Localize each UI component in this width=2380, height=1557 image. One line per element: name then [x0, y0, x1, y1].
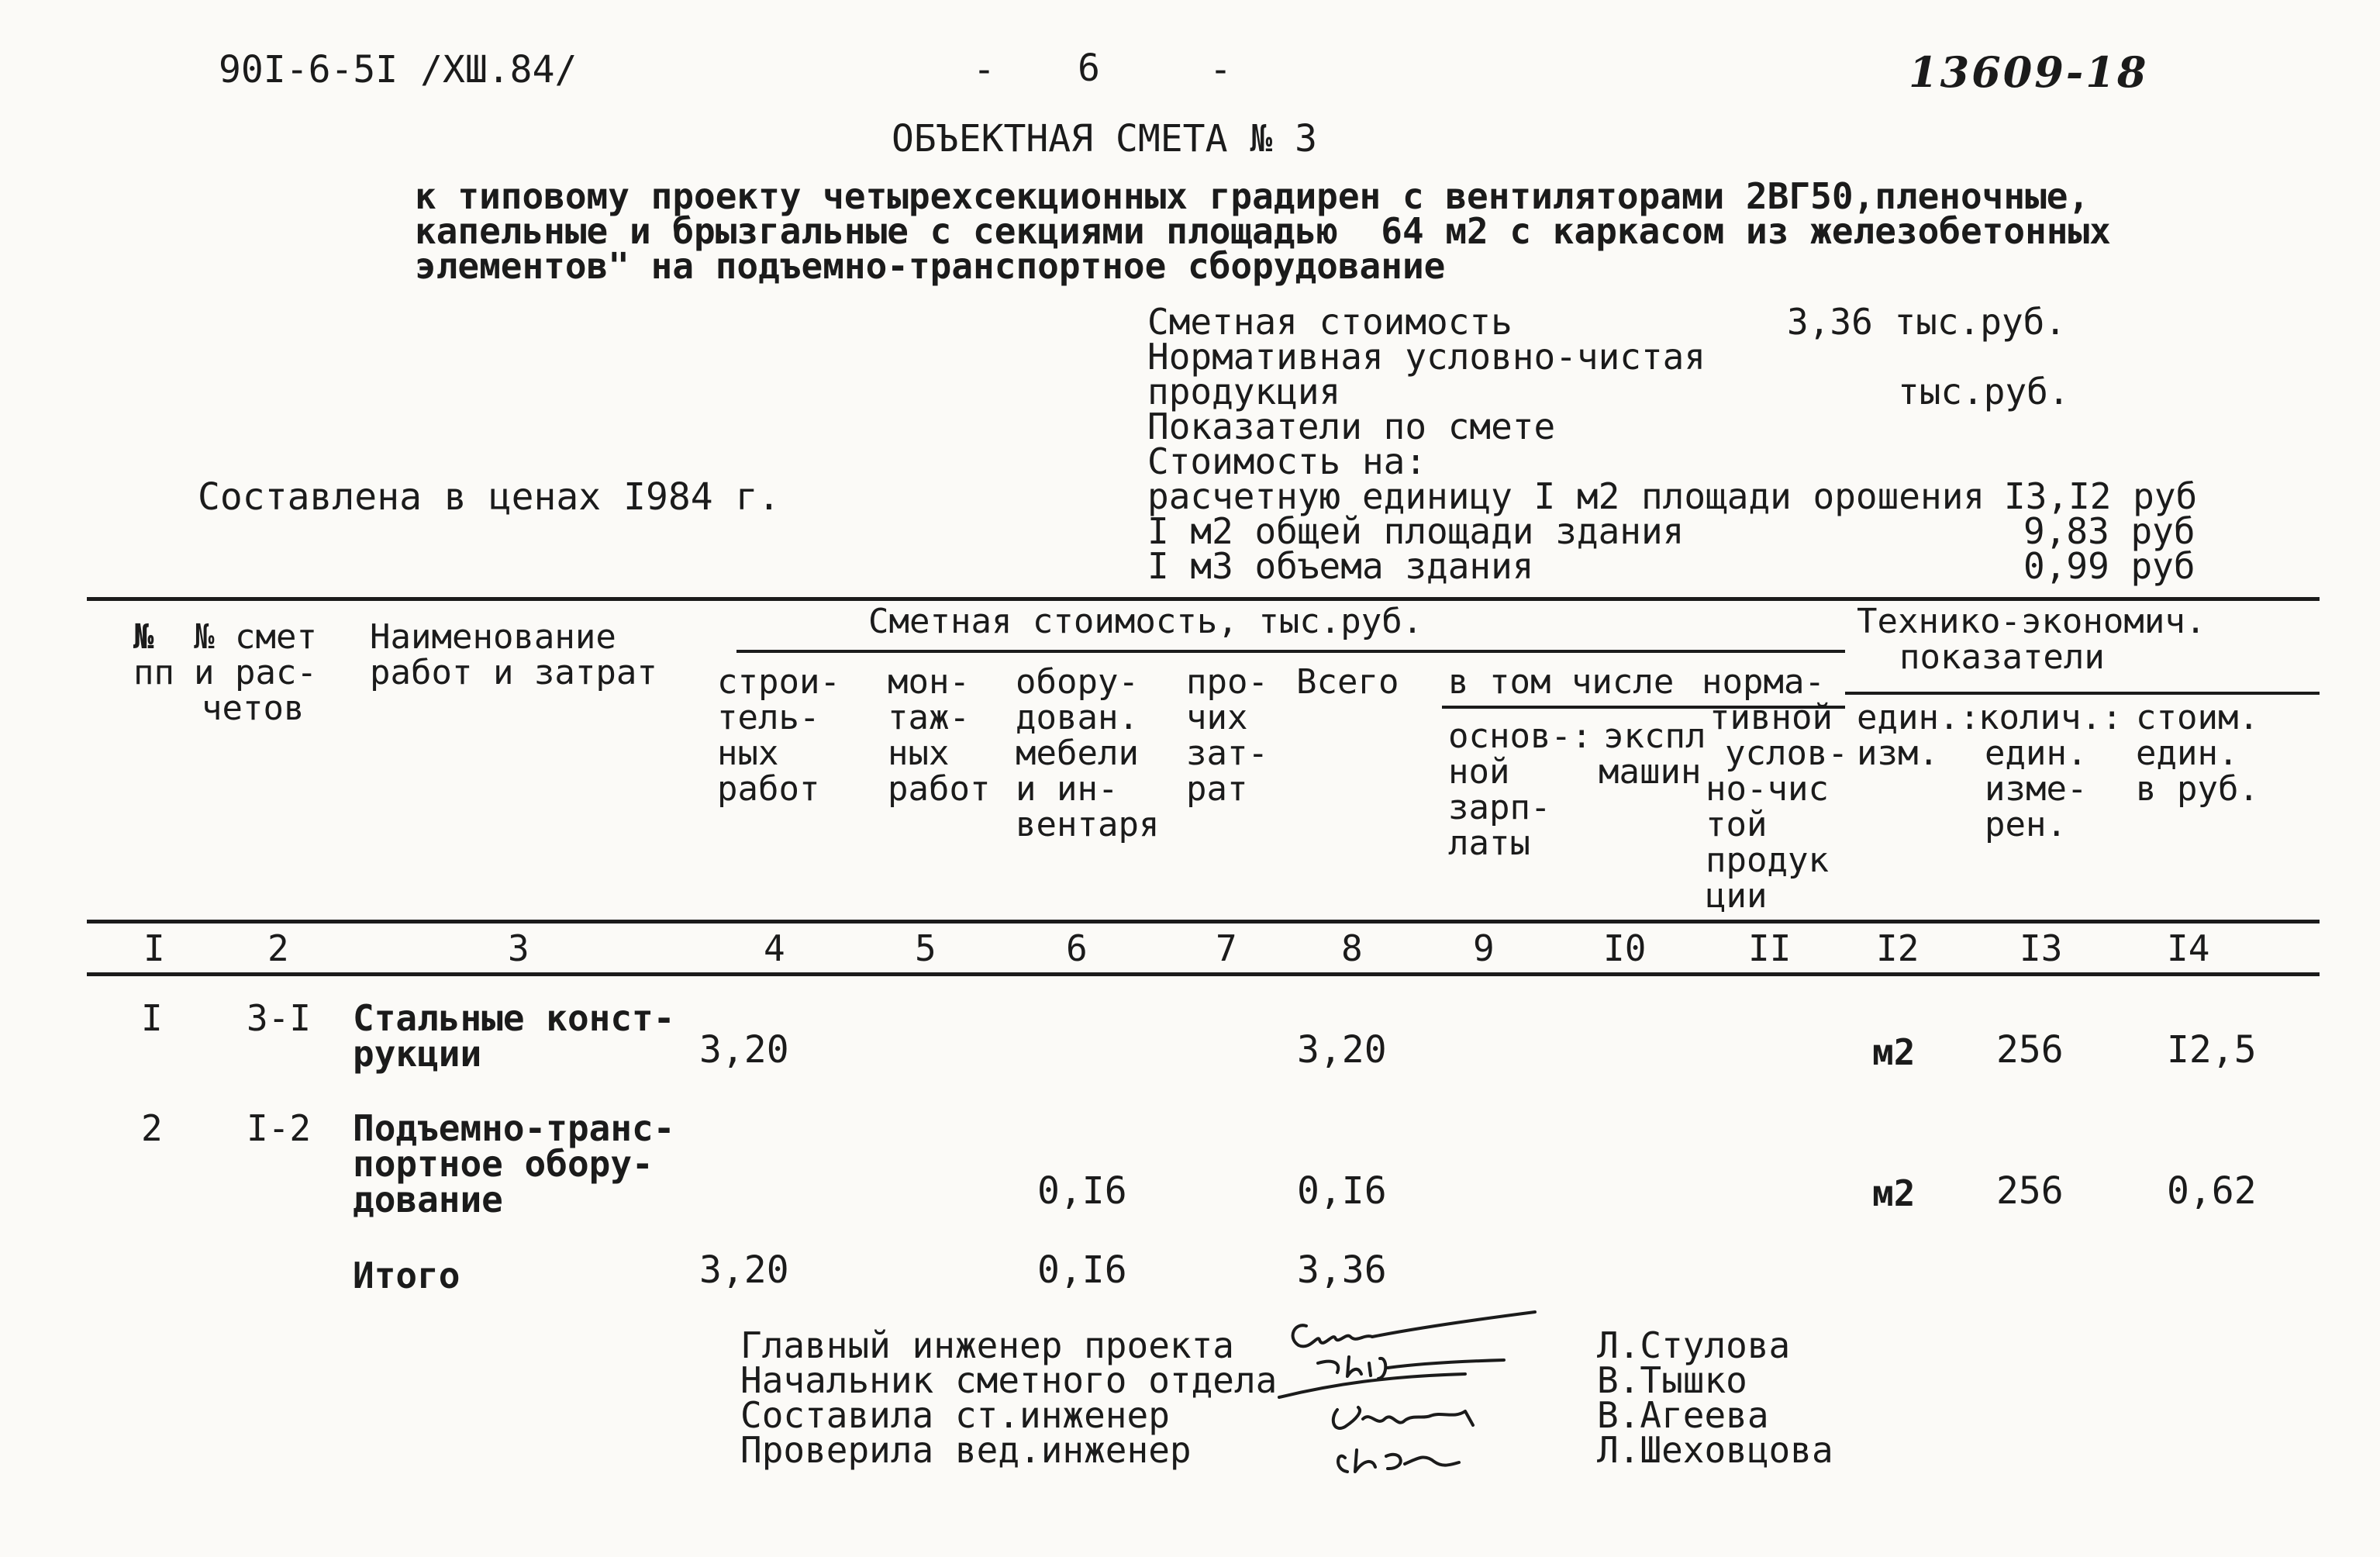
header-col6-1: обору-	[1016, 662, 1139, 702]
header-col11-5: той	[1706, 805, 1768, 844]
header-col9-3: зарп-	[1448, 788, 1551, 827]
header-col6-3: мебели	[1016, 734, 1139, 773]
signature-name-3: В.Агеева	[1597, 1394, 1769, 1436]
header-col5-2: таж-	[888, 698, 970, 737]
header-col6-2: дован.	[1016, 698, 1139, 737]
header-col13-2: един.	[1985, 734, 2088, 773]
unit-cost-label: расчетную единицу I м2 площади орошения	[1147, 475, 1985, 517]
header-col8: Всего	[1296, 662, 1399, 702]
header-col6-4: и ин-	[1016, 769, 1119, 809]
header-col5-1: мон-	[888, 662, 970, 702]
row1-name-2: рукции	[353, 1033, 482, 1075]
document-code: 90I-6-5I /ХШ.84/	[219, 48, 578, 91]
header-col9-2: ной	[1448, 752, 1510, 792]
signature-name-2: В.Тышко	[1597, 1359, 1747, 1401]
header-col2-c: четов	[202, 689, 305, 728]
handwritten-signatures	[1271, 1303, 1566, 1489]
header-including: в том числе	[1448, 662, 1675, 702]
header-col7-1: про-	[1186, 662, 1268, 702]
row2-equipment: 0,I6	[1037, 1169, 1127, 1213]
row2-name-1: Подъемно-транс-	[353, 1107, 675, 1149]
signature-role-2: Начальник сметного отдела	[740, 1359, 1278, 1401]
totals-construction: 3,20	[699, 1248, 789, 1292]
row2-estimate: I-2	[247, 1107, 312, 1149]
signature-name-4: Л.Шеховцова	[1597, 1429, 1833, 1471]
header-col11-3: услов-	[1725, 734, 1848, 773]
header-tech-group-a: Технико-экономич.	[1857, 602, 2206, 641]
row1-construction: 3,20	[699, 1028, 789, 1072]
header-col10-1: экспл	[1603, 716, 1706, 756]
col-number-9: 9	[1473, 927, 1495, 969]
row2-unit: м2	[1872, 1172, 1916, 1214]
volume-cost-value: 0,99 руб	[2023, 545, 2195, 587]
table-top-rule	[87, 597, 2320, 601]
row1-estimate: 3-I	[247, 997, 312, 1039]
page-title: ОБЪЕКТНАЯ СМЕТА № 3	[892, 117, 1318, 161]
signature-role-1: Главный инженер проекта	[740, 1324, 1234, 1366]
area-cost-value: 9,83 руб	[2023, 510, 2195, 552]
header-col4-4: работ	[717, 769, 820, 809]
header-col10-2: машин	[1599, 752, 1702, 792]
header-col3-b: работ и затрат	[370, 653, 657, 692]
header-col14-2: един.	[2136, 734, 2239, 773]
totals-total: 3,36	[1297, 1248, 1387, 1292]
header-col1-no: №	[133, 617, 154, 657]
row2-name-2: портное обору-	[353, 1143, 654, 1185]
header-col11-4: но-чис	[1706, 769, 1829, 809]
subtitle-line-3: элементов" на подъемно-транспортное сборудование	[415, 245, 1446, 287]
header-col5-4: работ	[888, 769, 991, 809]
signature-scribble-3	[1333, 1407, 1473, 1428]
row2-unit-cost: 0,62	[2167, 1169, 2257, 1213]
signature-role-4: Проверила вед.инженер	[740, 1429, 1192, 1471]
header-col4-3: ных	[717, 734, 779, 773]
col-number-8: 8	[1341, 927, 1363, 969]
col-number-7: 7	[1216, 927, 1237, 969]
col-number-4: 4	[764, 927, 785, 969]
unit-cost-value: I3,I2 руб	[2004, 475, 2198, 517]
row1-total: 3,20	[1297, 1028, 1387, 1072]
signature-role-3: Составила ст.инженер	[740, 1394, 1170, 1436]
header-col4-1: строи-	[717, 662, 840, 702]
header-col2-b: и рас-	[194, 653, 317, 692]
row1-name-1: Стальные конст-	[353, 997, 675, 1039]
header-col14-1: стоим.	[2136, 698, 2259, 737]
header-col7-4: рат	[1186, 769, 1248, 809]
row1-unit-cost: I2,5	[2167, 1028, 2257, 1072]
header-col13-1: колич.:	[1978, 698, 2123, 737]
col-number-5: 5	[915, 927, 936, 969]
col-number-10: I0	[1603, 927, 1647, 969]
normative-label-1: Нормативная условно-чистая	[1147, 336, 1706, 378]
page-dash-left: -	[973, 48, 995, 91]
col-number-14: I4	[2167, 927, 2210, 969]
header-col11-6: продук	[1706, 841, 1829, 880]
col-number-6: 6	[1066, 927, 1088, 969]
col-number-12: I2	[1876, 927, 1920, 969]
cost-group-rule	[736, 650, 1845, 653]
col-number-11: II	[1748, 927, 1792, 969]
header-col13-4: рен.	[1985, 805, 2067, 844]
header-col12-2: изм.	[1857, 734, 1939, 773]
col-number-rule	[87, 972, 2320, 976]
col-number-2: 2	[267, 927, 289, 969]
col-number-13: I3	[2020, 927, 2063, 969]
header-col7-3: зат-	[1186, 734, 1268, 773]
signature-name-1: Л.Стулова	[1597, 1324, 1791, 1366]
header-col9-1: основ-:	[1448, 716, 1592, 756]
subtitle-line-2: капельные и брызгальные с секциями площадью 64 м2 с каркасом из железобетонных	[415, 210, 2111, 252]
page-number: 6	[1078, 47, 1100, 90]
col-number-1: I	[143, 927, 165, 969]
tech-group-rule	[1845, 692, 2320, 695]
area-cost-label: I м2 общей площади здания	[1147, 510, 1685, 552]
row1-number: I	[141, 997, 163, 1039]
volume-cost-label: I м3 объема здания	[1147, 545, 1534, 587]
header-col6-5: вентаря	[1016, 805, 1160, 844]
header-col14-3: в руб.	[2136, 769, 2259, 809]
totals-label: Итого	[353, 1255, 460, 1296]
normative-label-2: продукция	[1147, 371, 1341, 413]
cost-per-label: Стоимость на:	[1147, 440, 1427, 482]
header-col11-7: ции	[1706, 876, 1768, 916]
header-col13-3: изме-	[1985, 769, 2088, 809]
header-col9-4: латы	[1448, 823, 1530, 863]
header-cost-group: Сметная стоимость, тыс.руб.	[868, 602, 1423, 641]
signature-scribble-1	[1293, 1312, 1535, 1346]
header-col7-2: чих	[1186, 698, 1248, 737]
header-col4-2: тель-	[717, 698, 820, 737]
page-dash-right: -	[1209, 48, 1232, 91]
row1-qty: 256	[1996, 1028, 2064, 1072]
header-col12-1: един.:	[1857, 698, 1980, 737]
row2-total: 0,I6	[1297, 1169, 1387, 1213]
header-tech-group-b: показатели	[1899, 637, 2105, 677]
subtitle-line-1: к типовому проекту четырехсекционных градирен с вентиляторами 2ВГ50,пленочные,	[415, 175, 2090, 217]
header-col1-pp: пп	[133, 653, 174, 692]
row2-name-3: дование	[353, 1179, 503, 1220]
totals-equipment: 0,I6	[1037, 1248, 1127, 1292]
header-col11-1: норма-	[1702, 662, 1825, 702]
header-col3-a: Наименование	[370, 617, 616, 657]
header-bottom-rule	[87, 920, 2320, 923]
header-col2-a: № смет	[194, 617, 317, 657]
signature-scribble-4	[1338, 1450, 1459, 1472]
row2-number: 2	[141, 1107, 163, 1149]
row1-unit: м2	[1872, 1031, 1916, 1073]
estimated-cost-value: 3,36 тыс.руб.	[1787, 301, 2067, 343]
indicators-label: Показатели по смете	[1147, 406, 1556, 447]
compiled-in-prices: Составлена в ценах I984 г.	[198, 475, 781, 519]
normative-unit: тыс.руб.	[1898, 371, 2070, 413]
row2-qty: 256	[1996, 1169, 2064, 1213]
col-number-3: 3	[508, 927, 529, 969]
estimated-cost-label: Сметная стоимость	[1147, 301, 1513, 343]
signature-underline	[1279, 1374, 1465, 1397]
archive-number: 13609-18	[1909, 47, 2149, 97]
header-col11-2: тивной	[1709, 698, 1833, 737]
header-col5-3: ных	[888, 734, 950, 773]
